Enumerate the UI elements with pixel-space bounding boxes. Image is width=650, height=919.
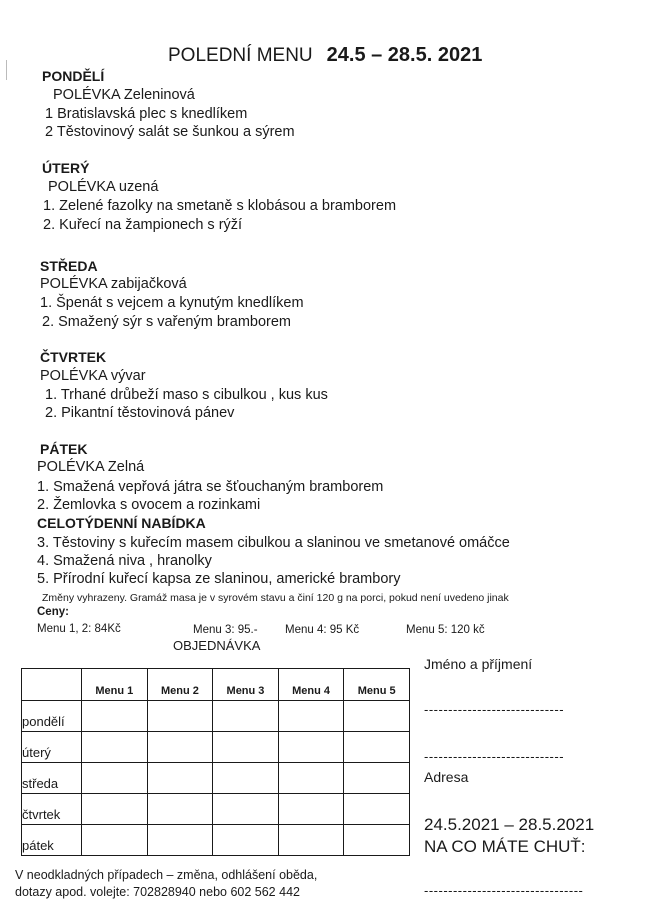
order-cell[interactable] xyxy=(82,825,148,856)
price-menu-1-2: Menu 1, 2: 84Kč xyxy=(37,623,121,635)
row-label-wednesday: středa xyxy=(22,763,82,794)
form-dates: 24.5.2021 – 28.5.2021 xyxy=(424,815,595,834)
order-cell[interactable] xyxy=(344,732,410,763)
order-table xyxy=(21,668,410,856)
weekly-item-4: 4. Smažená niva , hranolky xyxy=(37,553,212,569)
order-row-monday xyxy=(22,701,410,732)
order-cell[interactable] xyxy=(344,701,410,732)
disclaimer-note: Změny vyhrazeny. Gramáž masa je v syrovém stavu a činí 120 g na porci, pokud není uvedeno jinak xyxy=(42,592,509,604)
order-cell[interactable] xyxy=(147,794,213,825)
price-menu-3: Menu 3: 95.- xyxy=(193,624,258,636)
day-heading-friday: PÁTEK xyxy=(40,441,88,457)
footer-line-2: dotazy apod. volejte: 702828940 nebo 602 562 442 xyxy=(15,885,300,899)
order-cell[interactable] xyxy=(213,701,279,732)
form-slogan: NA CO MÁTE CHUŤ: xyxy=(424,837,586,856)
order-cell[interactable] xyxy=(147,732,213,763)
order-row-wednesday xyxy=(22,763,410,794)
day-heading-tuesday: ÚTERÝ xyxy=(42,160,90,176)
order-cell[interactable] xyxy=(213,732,279,763)
order-cell[interactable] xyxy=(82,763,148,794)
price-menu-5: Menu 5: 120 kč xyxy=(406,624,485,636)
order-cell[interactable] xyxy=(278,732,344,763)
order-row-thursday xyxy=(22,794,410,825)
column-menu-5: Menu 5 xyxy=(344,669,410,701)
order-row-friday xyxy=(22,825,410,856)
title-text: POLEDNÍ MENU xyxy=(168,45,313,66)
meal-monday-1: 1 Bratislavská plec s knedlíkem xyxy=(45,106,248,122)
row-label-monday: pondělí xyxy=(22,701,82,732)
column-menu-2: Menu 2 xyxy=(147,669,213,701)
soup-tuesday: POLÉVKA uzená xyxy=(48,179,159,195)
order-cell[interactable] xyxy=(147,763,213,794)
order-cell[interactable] xyxy=(213,763,279,794)
price-menu-4: Menu 4: 95 Kč xyxy=(285,624,360,636)
order-cell[interactable] xyxy=(344,825,410,856)
order-cell[interactable] xyxy=(82,794,148,825)
order-cell[interactable] xyxy=(278,763,344,794)
day-heading-monday: PONDĚLÍ xyxy=(42,68,105,84)
title-dates: 24.5 – 28.5. 2021 xyxy=(326,44,483,66)
column-menu-3: Menu 3 xyxy=(213,669,279,701)
weekly-item-5: 5. Přírodní kuřecí kapsa ze slaninou, americké brambory xyxy=(37,571,401,587)
soup-thursday: POLÉVKA vývar xyxy=(40,368,146,384)
row-label-tuesday: úterý xyxy=(22,732,82,763)
row-label-thursday: čtvrtek xyxy=(22,794,82,825)
name-line-2[interactable]: ----------------------------- xyxy=(424,749,565,764)
order-cell[interactable] xyxy=(278,825,344,856)
soup-wednesday: POLÉVKA zabijačková xyxy=(40,276,187,292)
order-header-row xyxy=(22,669,410,701)
menu-title xyxy=(168,44,482,67)
meal-thursday-1: 1. Trhané drůbeží maso s cibulkou , kus kus xyxy=(45,387,328,403)
soup-friday: POLÉVKA Zelná xyxy=(37,459,145,475)
meal-wednesday-1: 1. Špenát s vejcem a kynutým knedlíkem xyxy=(40,295,304,311)
meal-tuesday-1: 1. Zelené fazolky na smetaně s klobásou a bramborem xyxy=(43,198,397,214)
order-cell[interactable] xyxy=(147,825,213,856)
scan-edge-mark xyxy=(6,60,7,80)
meal-wednesday-2: 2. Smažený sýr s vařeným bramborem xyxy=(42,314,291,330)
order-corner-cell xyxy=(22,669,82,701)
column-menu-4: Menu 4 xyxy=(278,669,344,701)
order-cell[interactable] xyxy=(213,794,279,825)
meal-friday-2: 2. Žemlovka s ovocem a rozinkami xyxy=(37,497,261,513)
order-heading: OBJEDNÁVKA xyxy=(173,638,261,653)
order-cell[interactable] xyxy=(344,794,410,825)
footer-line-1: V neodkladných případech – změna, odhlášení oběda, xyxy=(15,868,318,882)
address-label: Adresa xyxy=(424,769,469,785)
meal-friday-1: 1. Smažená vepřová játra se šťouchaným bramborem xyxy=(37,479,384,495)
order-cell[interactable] xyxy=(344,763,410,794)
day-heading-thursday: ČTVRTEK xyxy=(40,349,107,365)
order-cell[interactable] xyxy=(82,701,148,732)
order-cell[interactable] xyxy=(82,732,148,763)
row-label-friday: pátek xyxy=(22,825,82,856)
weekly-item-3: 3. Těstoviny s kuřecím masem cibulkou a slaninou ve smetanové omáčce xyxy=(37,535,510,551)
name-label: Jméno a příjmení xyxy=(424,656,533,672)
column-menu-1: Menu 1 xyxy=(82,669,148,701)
order-cell[interactable] xyxy=(278,794,344,825)
name-line[interactable]: ----------------------------- xyxy=(424,702,565,717)
order-cell[interactable] xyxy=(213,825,279,856)
order-row-tuesday xyxy=(22,732,410,763)
meal-tuesday-2: 2. Kuřecí na žampionech s rýží xyxy=(43,217,243,233)
soup-monday: POLÉVKA Zeleninová xyxy=(53,87,195,103)
address-line[interactable]: --------------------------------- xyxy=(424,883,584,898)
order-cell[interactable] xyxy=(147,701,213,732)
day-heading-wednesday: STŘEDA xyxy=(40,258,98,274)
meal-thursday-2: 2. Pikantní těstovinová pánev xyxy=(45,405,235,421)
order-cell[interactable] xyxy=(278,701,344,732)
meal-monday-2: 2 Těstovinový salát se šunkou a sýrem xyxy=(45,124,295,140)
weekly-offer-heading: CELOTÝDENNÍ NABÍDKA xyxy=(37,515,206,531)
prices-heading: Ceny: xyxy=(37,606,69,618)
